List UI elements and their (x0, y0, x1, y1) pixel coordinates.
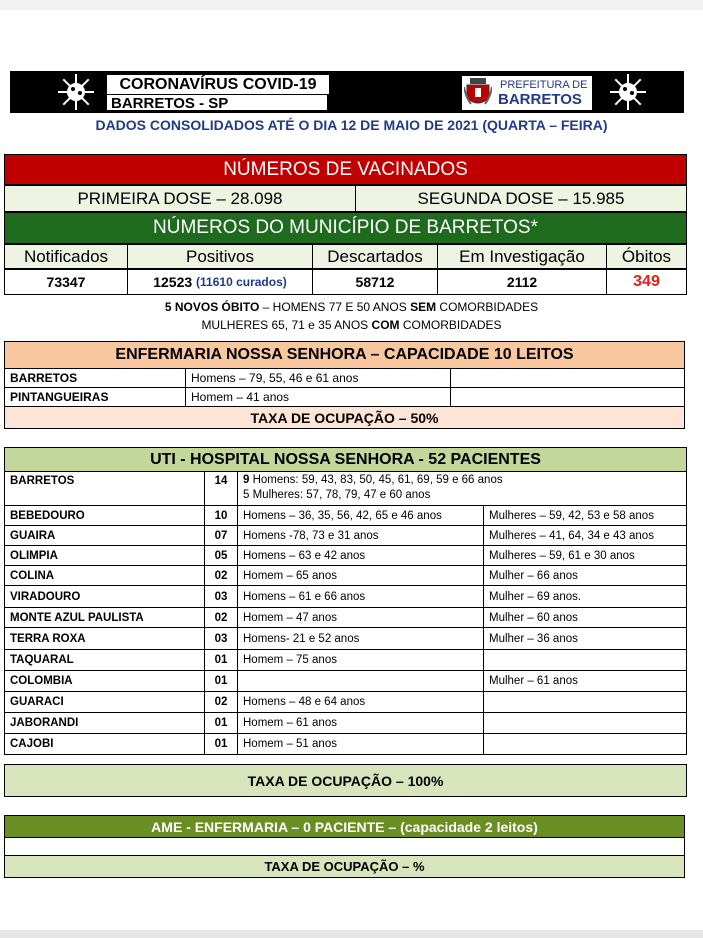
municipio-title: NÚMEROS DO MUNICÍPIO DE BARRETOS* (4, 212, 687, 244)
uti-men-patients: Homens – 63 e 42 anos (237, 545, 484, 566)
uti-city: OLIMPIA (4, 545, 205, 566)
value-investigacao: 2112 (437, 269, 607, 295)
enfermaria-patients: Homem – 41 anos (185, 387, 451, 407)
uti-men-patients (237, 670, 484, 692)
uti-men-patients: Homem – 75 anos (237, 649, 484, 671)
uti-men-patients: Homens- 21 e 52 anos (237, 627, 484, 650)
value-positivos (127, 269, 313, 295)
segunda-dose: SEGUNDA DOSE – 15.985 (355, 185, 687, 212)
uti-city: CAJOBI (4, 733, 205, 755)
header-city: BARRETOS - SP (106, 94, 328, 111)
uti-city: GUARACI (4, 691, 205, 713)
uti-city: VIRADOURO (4, 585, 205, 608)
curados-count: (11610 curados) (196, 275, 287, 289)
uti-men-patients: Homens – 61 e 66 anos (237, 585, 484, 608)
uti-women-patients: Mulher – 36 anos (483, 627, 687, 650)
header-title: CORONAVÍRUS COVID-19 (106, 74, 330, 95)
uti-women-patients: Mulher – 61 anos (483, 670, 687, 692)
uti-women-patients: Mulher – 66 anos (483, 565, 687, 586)
enfermaria-empty-cell (450, 387, 685, 407)
header-positivos: Positivos (127, 244, 313, 269)
prefeitura-label: PREFEITURA DE (500, 79, 588, 91)
uti-city: MONTE AZUL PAULISTA (4, 607, 205, 628)
enfermaria-empty-cell (450, 368, 685, 388)
uti-count: 01 (204, 733, 238, 755)
ame-title: AME - ENFERMARIA – 0 PACIENTE – (capacidade 2 leitos) (4, 815, 685, 838)
uti-city: TAQUARAL (4, 649, 205, 671)
uti-women-patients (483, 691, 687, 713)
uti-men-patients: Homem – 61 anos (237, 712, 484, 734)
uti-barretos-patients: 9 Homens: 59, 43, 83, 50, 45, 61, 69, 59 e 66 anos 5 Mulheres: 57, 78, 79, 47 e 60 anos (237, 471, 687, 506)
header-obitos: Óbitos (606, 244, 687, 269)
uti-count: 01 (204, 649, 238, 671)
uti-count: 03 (204, 627, 238, 650)
uti-women-patients (483, 733, 687, 755)
enfermaria-title: ENFERMARIA NOSSA SENHORA – CAPACIDADE 10 LEITOS (4, 341, 685, 369)
uti-women-patients (483, 649, 687, 671)
uti-city: BEBEDOURO (4, 505, 205, 526)
uti-city: JABORANDI (4, 712, 205, 734)
ame-taxa: TAXA DE OCUPAÇÃO – % (4, 855, 685, 878)
uti-city: TERRA ROXA (4, 627, 205, 650)
uti-men-patients: Homem – 51 anos (237, 733, 484, 755)
uti-count: 02 (204, 691, 238, 713)
uti-women-patients: Mulher – 60 anos (483, 607, 687, 628)
uti-women-patients: Mulheres – 41, 64, 34 e 43 anos (483, 525, 687, 546)
virus-icon (608, 72, 648, 112)
ame-empty-row (4, 837, 685, 856)
uti-city: COLOMBIA (4, 670, 205, 692)
uti-count: 01 (204, 670, 238, 692)
uti-women-patients: Mulher – 69 anos. (483, 585, 687, 608)
uti-count: 03 (204, 585, 238, 608)
value-obitos: 349 (606, 269, 687, 295)
uti-women-patients: Mulheres – 59, 61 e 30 anos (483, 545, 687, 566)
value-descartados: 58712 (312, 269, 438, 295)
uti-count: 05 (204, 545, 238, 566)
obitos-note-line2: MULHERES 65, 71 e 35 ANOS COM COMORBIDADES (201, 318, 502, 332)
enfermaria-patients: Homens – 79, 55, 46 e 61 anos (185, 368, 451, 388)
header-notificados: Notificados (4, 244, 128, 269)
header-investigacao: Em Investigação (437, 244, 607, 269)
enfermaria-taxa: TAXA DE OCUPAÇÃO – 50% (4, 406, 685, 429)
top-strip (0, 0, 703, 10)
uti-women-patients (483, 712, 687, 734)
obitos-note-line1: 5 NOVOS ÓBITO – HOMENS 77 E 50 ANOS SEM COMORBIDADES (164, 300, 539, 314)
virus-icon (56, 72, 96, 112)
uti-city: BARRETOS (4, 471, 205, 506)
uti-men-patients: Homens – 48 e 64 anos (237, 691, 484, 713)
uti-count: 01 (204, 712, 238, 734)
uti-title: UTI - HOSPITAL NOSSA SENHORA - 52 PACIENTES (4, 447, 687, 472)
report-date: DADOS CONSOLIDADOS ATÉ O DIA 12 DE MAIO DE 2021 (QUARTA – FEIRA) (95, 117, 608, 133)
uti-city: COLINA (4, 565, 205, 586)
uti-count: 02 (204, 607, 238, 628)
prefeitura-name: BARRETOS (498, 91, 582, 108)
vacinados-title: NÚMEROS DE VACINADOS (4, 154, 687, 185)
header-descartados: Descartados (312, 244, 438, 269)
crest-icon (464, 78, 492, 108)
uti-men-patients: Homens -78, 73 e 31 anos (237, 525, 484, 546)
uti-men-patients: Homens – 36, 35, 56, 42, 65 e 46 anos (237, 505, 484, 526)
uti-city: GUAIRA (4, 525, 205, 546)
uti-count: 02 (204, 565, 238, 586)
uti-count: 14 (204, 471, 238, 506)
uti-taxa: TAXA DE OCUPAÇÃO – 100% (4, 764, 687, 797)
enfermaria-city: BARRETOS (4, 368, 186, 388)
uti-count: 07 (204, 525, 238, 546)
uti-men-patients: Homem – 47 anos (237, 607, 484, 628)
positivos-number: 12523 (153, 274, 193, 290)
bottom-strip (0, 930, 703, 938)
uti-men-patients: Homem – 65 anos (237, 565, 484, 586)
uti-women-patients: Mulheres – 59, 42, 53 e 58 anos (483, 505, 687, 526)
primeira-dose: PRIMEIRA DOSE – 28.098 (4, 185, 356, 212)
uti-count: 10 (204, 505, 238, 526)
prefeitura-logo (462, 76, 592, 110)
enfermaria-city: PINTANGUEIRAS (4, 387, 186, 407)
value-notificados: 73347 (4, 269, 128, 295)
